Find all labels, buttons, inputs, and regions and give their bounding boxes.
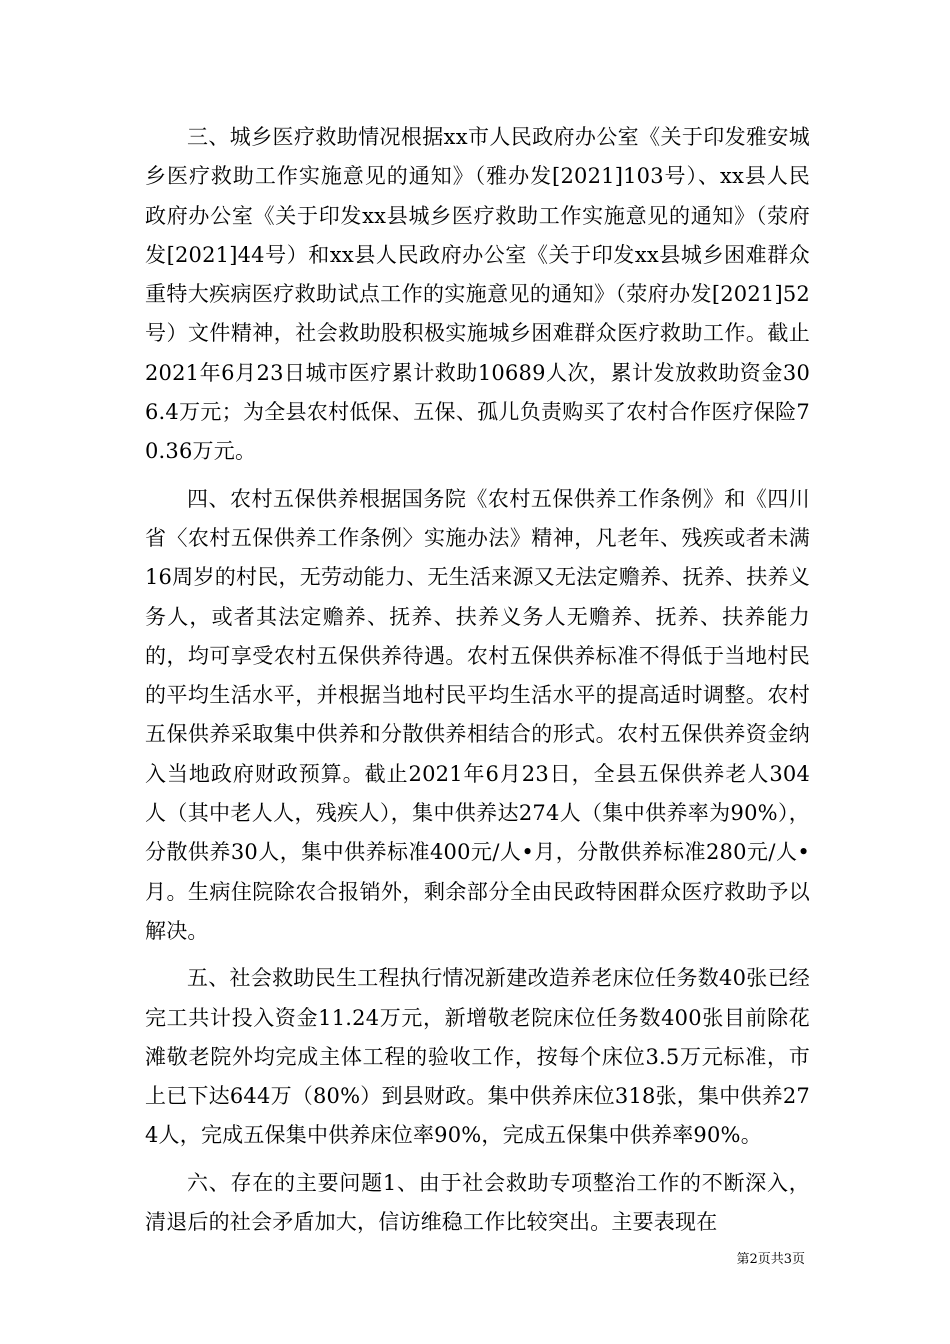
page-number: 第2页共3页 <box>736 1252 805 1267</box>
paragraph-five-guarantees: 四、农村五保供养根据国务院《农村五保供养工作条例》和《四川省〈农村五保供养工作条例〉实施办法》精神，凡老年、残疾或者未满16周岁的村民，无劳动能力、无生活来源又无法定赡养、抚养、扶养义务人，或者其法定赡养、抚养、扶养义务人无赡养、抚养、扶养能力的，均可享受农村五保供养待遇。农村五保供养标准不得低于当地村民的平均生活水平，并根据当地村民平均生活水平的提高适时调整。农村五保供养采取集中供养和分散供养相结合的形式。农村五保供养资金纳入当地政府财政预算。截止2021年6月23日，全县五保供养老人304人（其中老人人，残疾人），集中供养达274人（集中供养率为90%），分散供养30人，集中供养标准400元/人•月，分散供养标准280元/人•月。生病住院除农合报销外，剩余部分全由民政特困群众医疗救助予以解决。 <box>145 486 810 943</box>
document-body <box>145 118 810 1242</box>
paragraph-medical-assistance: 三、城乡医疗救助情况根据xx市人民政府办公室《关于印发雅安城乡医疗救助工作实施意见的通知》（雅办发[2021]103号）、xx县人民政府办公室《关于印发xx县城乡医疗救助工作实施意见的通知》（荥府发[2021]44号）和xx县人民政府办公室《关于印发xx县城乡困难群众重特大疾病医疗救助试点工作的实施意见的通知》（荥府办发[2021]52号）文件精神，社会救助股积极实施城乡困难群众医疗救助工作。截止2021年6月23日城市医疗累计救助10689人次，累计发放救助资金306.4万元；为全县农村低保、五保、孤儿负责购买了农村合作医疗保险70.36万元。 <box>145 125 810 464</box>
paragraph-livelihood-project: 五、社会救助民生工程执行情况新建改造养老床位任务数40张已经完工共计投入资金11.24万元，新增敬老院床位任务数400张目前除花滩敬老院外均完成主体工程的验收工作，按每个床位3.5万元标准，市上已下达644万（80%）到县财政。集中供养床位318张，集中供养274人，完成五保集中供养床位率90%，完成五保集中供养率90%。 <box>145 966 810 1148</box>
paragraph-main-problems: 六、存在的主要问题1、由于社会救助专项整治工作的不断深入，清退后的社会矛盾加大，信访维稳工作比较突出。主要表现在 <box>145 1170 810 1235</box>
